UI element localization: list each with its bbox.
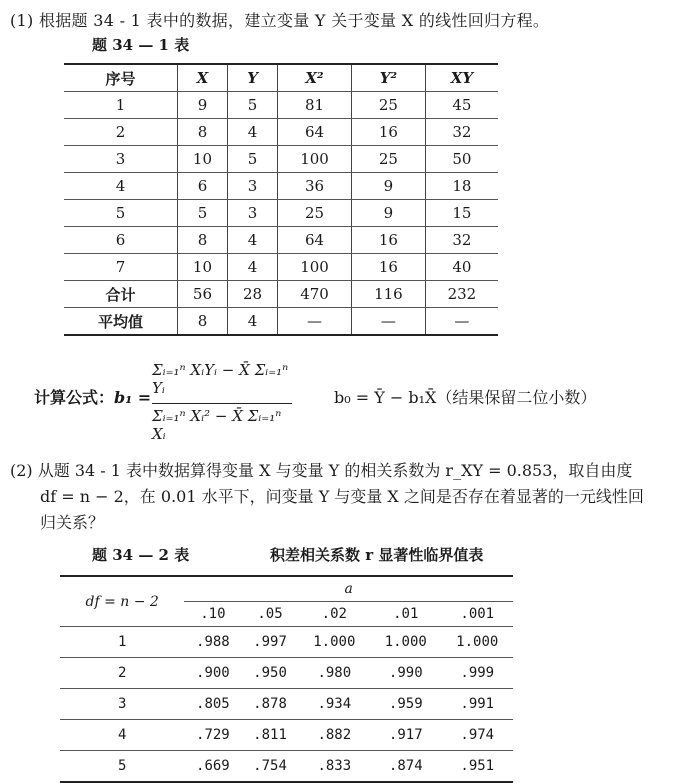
df-value: 4 [60,720,184,751]
table-cell: 32 [425,119,498,146]
table-cell: 25 [278,200,352,227]
critical-value: 1.000 [370,627,441,658]
table-cell: 100 [278,254,352,281]
table-cell: 3 [228,173,278,200]
table-row [64,308,498,336]
critical-value: .991 [442,689,514,720]
critical-value: .990 [370,658,441,689]
table-cell: 8 [177,227,227,254]
table-cell: 232 [425,281,498,308]
table-cell: 4 [64,173,177,200]
table-cell: 25 [351,92,425,119]
table-cell: 4 [228,308,278,336]
df-value: 1 [60,627,184,658]
critical-value: .997 [241,627,298,658]
header-y: Y [228,64,278,92]
table-cell: 116 [351,281,425,308]
header-xy: XY [425,64,498,92]
regression-data-table [64,63,498,336]
table-cell: 64 [278,119,352,146]
table-row [64,92,498,119]
table-cell: 100 [278,146,352,173]
table-2-header-row [60,576,513,602]
table-cell: 64 [278,227,352,254]
table-cell: 56 [177,281,227,308]
table-cell: 8 [177,308,227,336]
table-cell: 6 [64,227,177,254]
table-header-row [64,64,498,92]
question-2-line-2: df = n − 2，在 0.01 水平下，问变量 Y 与变量 X 之间是否存在着显著的一元线性回 [40,487,644,506]
table-cell: — [278,308,352,336]
critical-value: .754 [241,751,298,783]
table-cell: 10 [177,254,227,281]
df-value: 5 [60,751,184,783]
table-cell: 9 [351,200,425,227]
df-value: 3 [60,689,184,720]
b1-numerator: Σᵢ₌₁ⁿ XᵢYᵢ − X̄ Σᵢ₌₁ⁿ Yᵢ [152,361,289,397]
alpha-header: a [184,576,513,602]
table-cell: 1 [64,92,177,119]
critical-value: 1.000 [299,627,370,658]
table-row [64,227,498,254]
header-y-squared: Y² [351,64,425,92]
header-index: 序号 [64,64,177,92]
critical-value: .974 [442,720,514,751]
table-cell: — [351,308,425,336]
alpha-level: .02 [299,602,370,627]
table-row [60,689,513,720]
table-row [60,720,513,751]
table-cell: 470 [278,281,352,308]
b0-formula: b₀ = Ȳ − b₁X̄（结果保留二位小数） [334,388,597,407]
question-1-text: (1) 根据题 34 - 1 表中的数据，建立变量 Y 关于变量 X 的线性回归方程。 [10,11,550,30]
table-cell: 50 [425,146,498,173]
question-2-line-1: (2) 从题 34 - 1 表中数据算得变量 X 与变量 Y 的相关系数为 r_XY = 0.853，取自由度 [10,461,633,480]
alpha-level: .10 [184,602,241,627]
table-cell: 9 [351,173,425,200]
alpha-level: .001 [442,602,514,627]
header-x-squared: X² [278,64,352,92]
critical-value: .900 [184,658,241,689]
table-cell: 3 [64,146,177,173]
b1-denominator: Σᵢ₌₁ⁿ Xᵢ² − X̄ Σᵢ₌₁ⁿ Xᵢ [152,407,282,443]
critical-value: .811 [241,720,298,751]
critical-value: .980 [299,658,370,689]
table-cell: 6 [177,173,227,200]
df-value: 2 [60,658,184,689]
table-cell: 81 [278,92,352,119]
table-row [64,173,498,200]
formula-label [34,385,151,408]
table-cell: 18 [425,173,498,200]
table-1-caption: 题 34 — 1 表 [92,36,190,54]
table-cell: 15 [425,200,498,227]
critical-value: .882 [299,720,370,751]
critical-value: .805 [184,689,241,720]
critical-value: .669 [184,751,241,783]
table-cell: 合计 [64,281,177,308]
table-cell: 3 [228,200,278,227]
table-cell: 28 [228,281,278,308]
critical-value: .959 [370,689,441,720]
question-2-line-3: 归关系？ [40,513,105,532]
table-cell: 7 [64,254,177,281]
header-x: X [177,64,227,92]
df-header: df = n − 2 [60,576,184,627]
table-cell: 8 [177,119,227,146]
formula-block [34,355,694,450]
table-cell: 16 [351,227,425,254]
critical-value: .878 [241,689,298,720]
table-2-title: 积差相关系数 r 显著性临界值表 [270,546,484,564]
critical-value: .951 [442,751,514,783]
fraction-bar [152,403,292,404]
table-cell: 40 [425,254,498,281]
table-cell: 4 [228,227,278,254]
critical-value: .999 [442,658,514,689]
table-row [60,751,513,783]
table-row [64,281,498,308]
critical-value: .729 [184,720,241,751]
critical-value: .988 [184,627,241,658]
formula-label-text: 计算公式： [34,388,115,407]
table-cell: 2 [64,119,177,146]
table-row [64,254,498,281]
alpha-level: .01 [370,602,441,627]
table-cell: 16 [351,119,425,146]
critical-value: .917 [370,720,441,751]
table-cell: 25 [351,146,425,173]
critical-value: .950 [241,658,298,689]
critical-value: .934 [299,689,370,720]
critical-value: .833 [299,751,370,783]
table-cell: 5 [64,200,177,227]
table-cell: — [425,308,498,336]
table-row [60,627,513,658]
question-2-text [10,458,700,536]
table-cell: 32 [425,227,498,254]
alpha-level: .05 [241,602,298,627]
table-row [60,658,513,689]
table-cell: 45 [425,92,498,119]
table-cell: 5 [177,200,227,227]
critical-value-table [60,575,513,783]
critical-value: .874 [370,751,441,783]
table-row [64,146,498,173]
table-row [64,200,498,227]
table-cell: 16 [351,254,425,281]
table-cell: 4 [228,119,278,146]
table-cell: 5 [228,92,278,119]
table-cell: 36 [278,173,352,200]
critical-value: 1.000 [442,627,514,658]
table-cell: 9 [177,92,227,119]
table-cell: 平均值 [64,308,177,336]
table-2-caption: 题 34 — 2 表 [92,546,190,564]
b1-symbol: b₁ = [114,388,152,407]
table-row [64,119,498,146]
table-cell: 5 [228,146,278,173]
table-cell: 4 [228,254,278,281]
table-cell: 10 [177,146,227,173]
